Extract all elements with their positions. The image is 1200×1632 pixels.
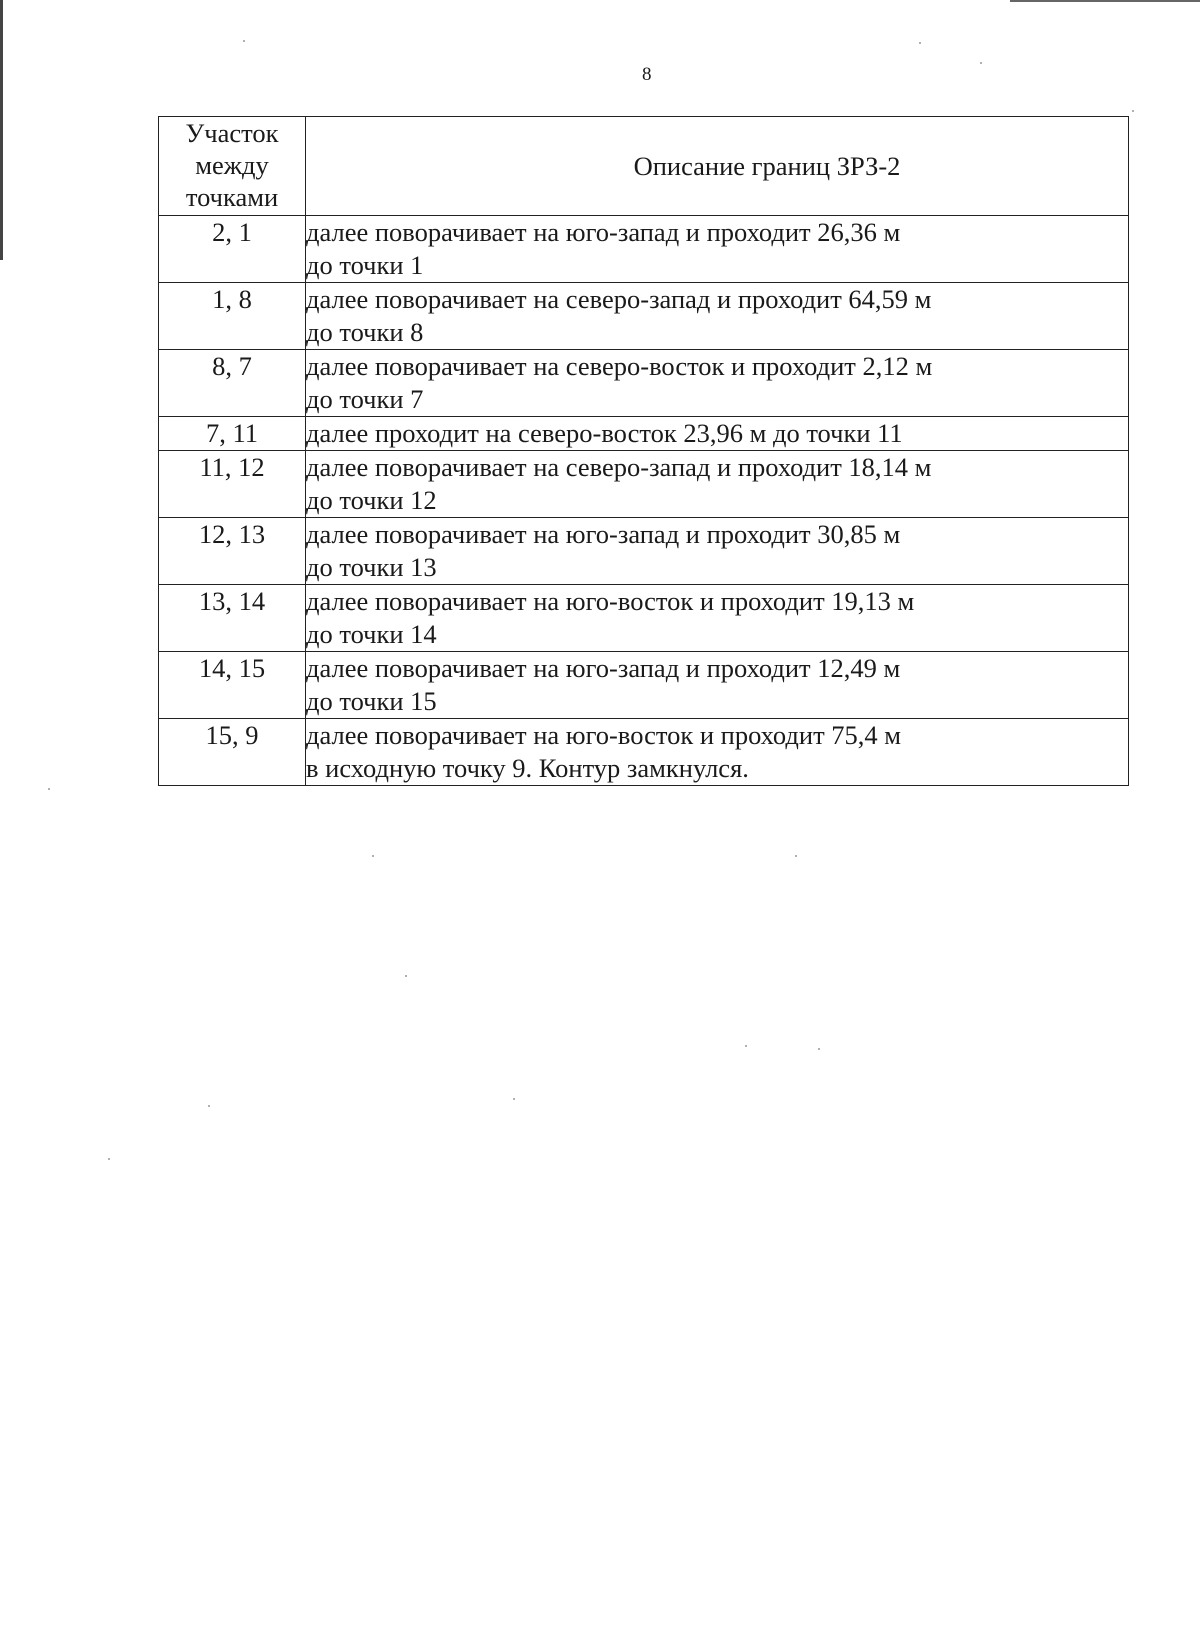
scan-speck [818,1048,820,1050]
segment-description [306,216,1129,283]
scan-speck [1132,110,1134,112]
page-number: 8 [642,64,652,85]
segment-points: 1, 8 [159,283,306,350]
description-line: далее поворачивает на северо-запад и проходит 64,59 м [306,284,932,314]
description-line: до точки 1 [306,250,424,280]
header-points-line: точками [185,182,279,212]
segment-points: 15, 9 [159,719,306,786]
scan-speck [795,855,797,857]
description-line: далее поворачивает на юго-запад и проходит 30,85 м [306,519,901,549]
table-row [159,350,1129,417]
description-line: далее поворачивает на юго-запад и проходит 12,49 м [306,653,901,683]
description-line: далее проходит на северо-восток 23,96 м до точки 11 [306,418,903,448]
segment-description [306,283,1129,350]
segment-points: 11, 12 [159,451,306,518]
table-row [159,518,1129,585]
table-header-row [159,117,1129,216]
segment-points: 7, 11 [159,417,306,451]
description-line: далее поворачивает на юго-восток и проходит 75,4 м [306,720,902,750]
scan-left-edge [0,0,3,260]
table-row [159,451,1129,518]
description-line: до точки 12 [306,485,437,515]
scan-speck [108,1158,110,1160]
description-line: до точки 13 [306,552,437,582]
description-line: до точки 7 [306,384,424,414]
segment-description [306,518,1129,585]
segment-description [306,719,1129,786]
description-line: до точки 15 [306,686,437,716]
boundary-description-table [158,116,1129,786]
scan-speck [208,1105,210,1107]
table-row [159,283,1129,350]
scan-speck [513,1098,515,1100]
scan-speck [372,855,374,857]
segment-points: 13, 14 [159,585,306,652]
segment-points: 2, 1 [159,216,306,283]
description-line: далее поворачивает на юго-запад и проходит 26,36 м [306,217,901,247]
table-row [159,585,1129,652]
table-row [159,719,1129,786]
scan-speck [243,40,245,42]
header-points-line: Участок [185,118,279,148]
table-row [159,652,1129,719]
description-line: далее поворачивает на северо-запад и проходит 18,14 м [306,452,932,482]
table-row [159,417,1129,451]
segment-points: 12, 13 [159,518,306,585]
segment-points: 8, 7 [159,350,306,417]
description-line: далее поворачивает на северо-восток и проходит 2,12 м [306,351,933,381]
description-line: далее поворачивает на юго-восток и проходит 19,13 м [306,586,915,616]
scan-top-edge [1010,0,1200,2]
description-line: до точки 8 [306,317,424,347]
description-line: в исходную точку 9. Контур замкнулся. [306,753,749,783]
table-row [159,216,1129,283]
header-points-line: между [195,150,269,180]
scan-speck [48,788,50,790]
segment-points: 14, 15 [159,652,306,719]
segment-description [306,451,1129,518]
scan-speck [745,1045,747,1047]
table-body [159,216,1129,786]
scan-speck [980,62,982,64]
segment-description [306,350,1129,417]
segment-description [306,585,1129,652]
header-points [159,117,306,216]
description-line: до точки 14 [306,619,437,649]
scan-speck [919,42,921,44]
header-description: Описание границ ЗРЗ-2 [306,117,1129,216]
scan-speck [405,975,407,977]
segment-description [306,652,1129,719]
segment-description [306,417,1129,451]
